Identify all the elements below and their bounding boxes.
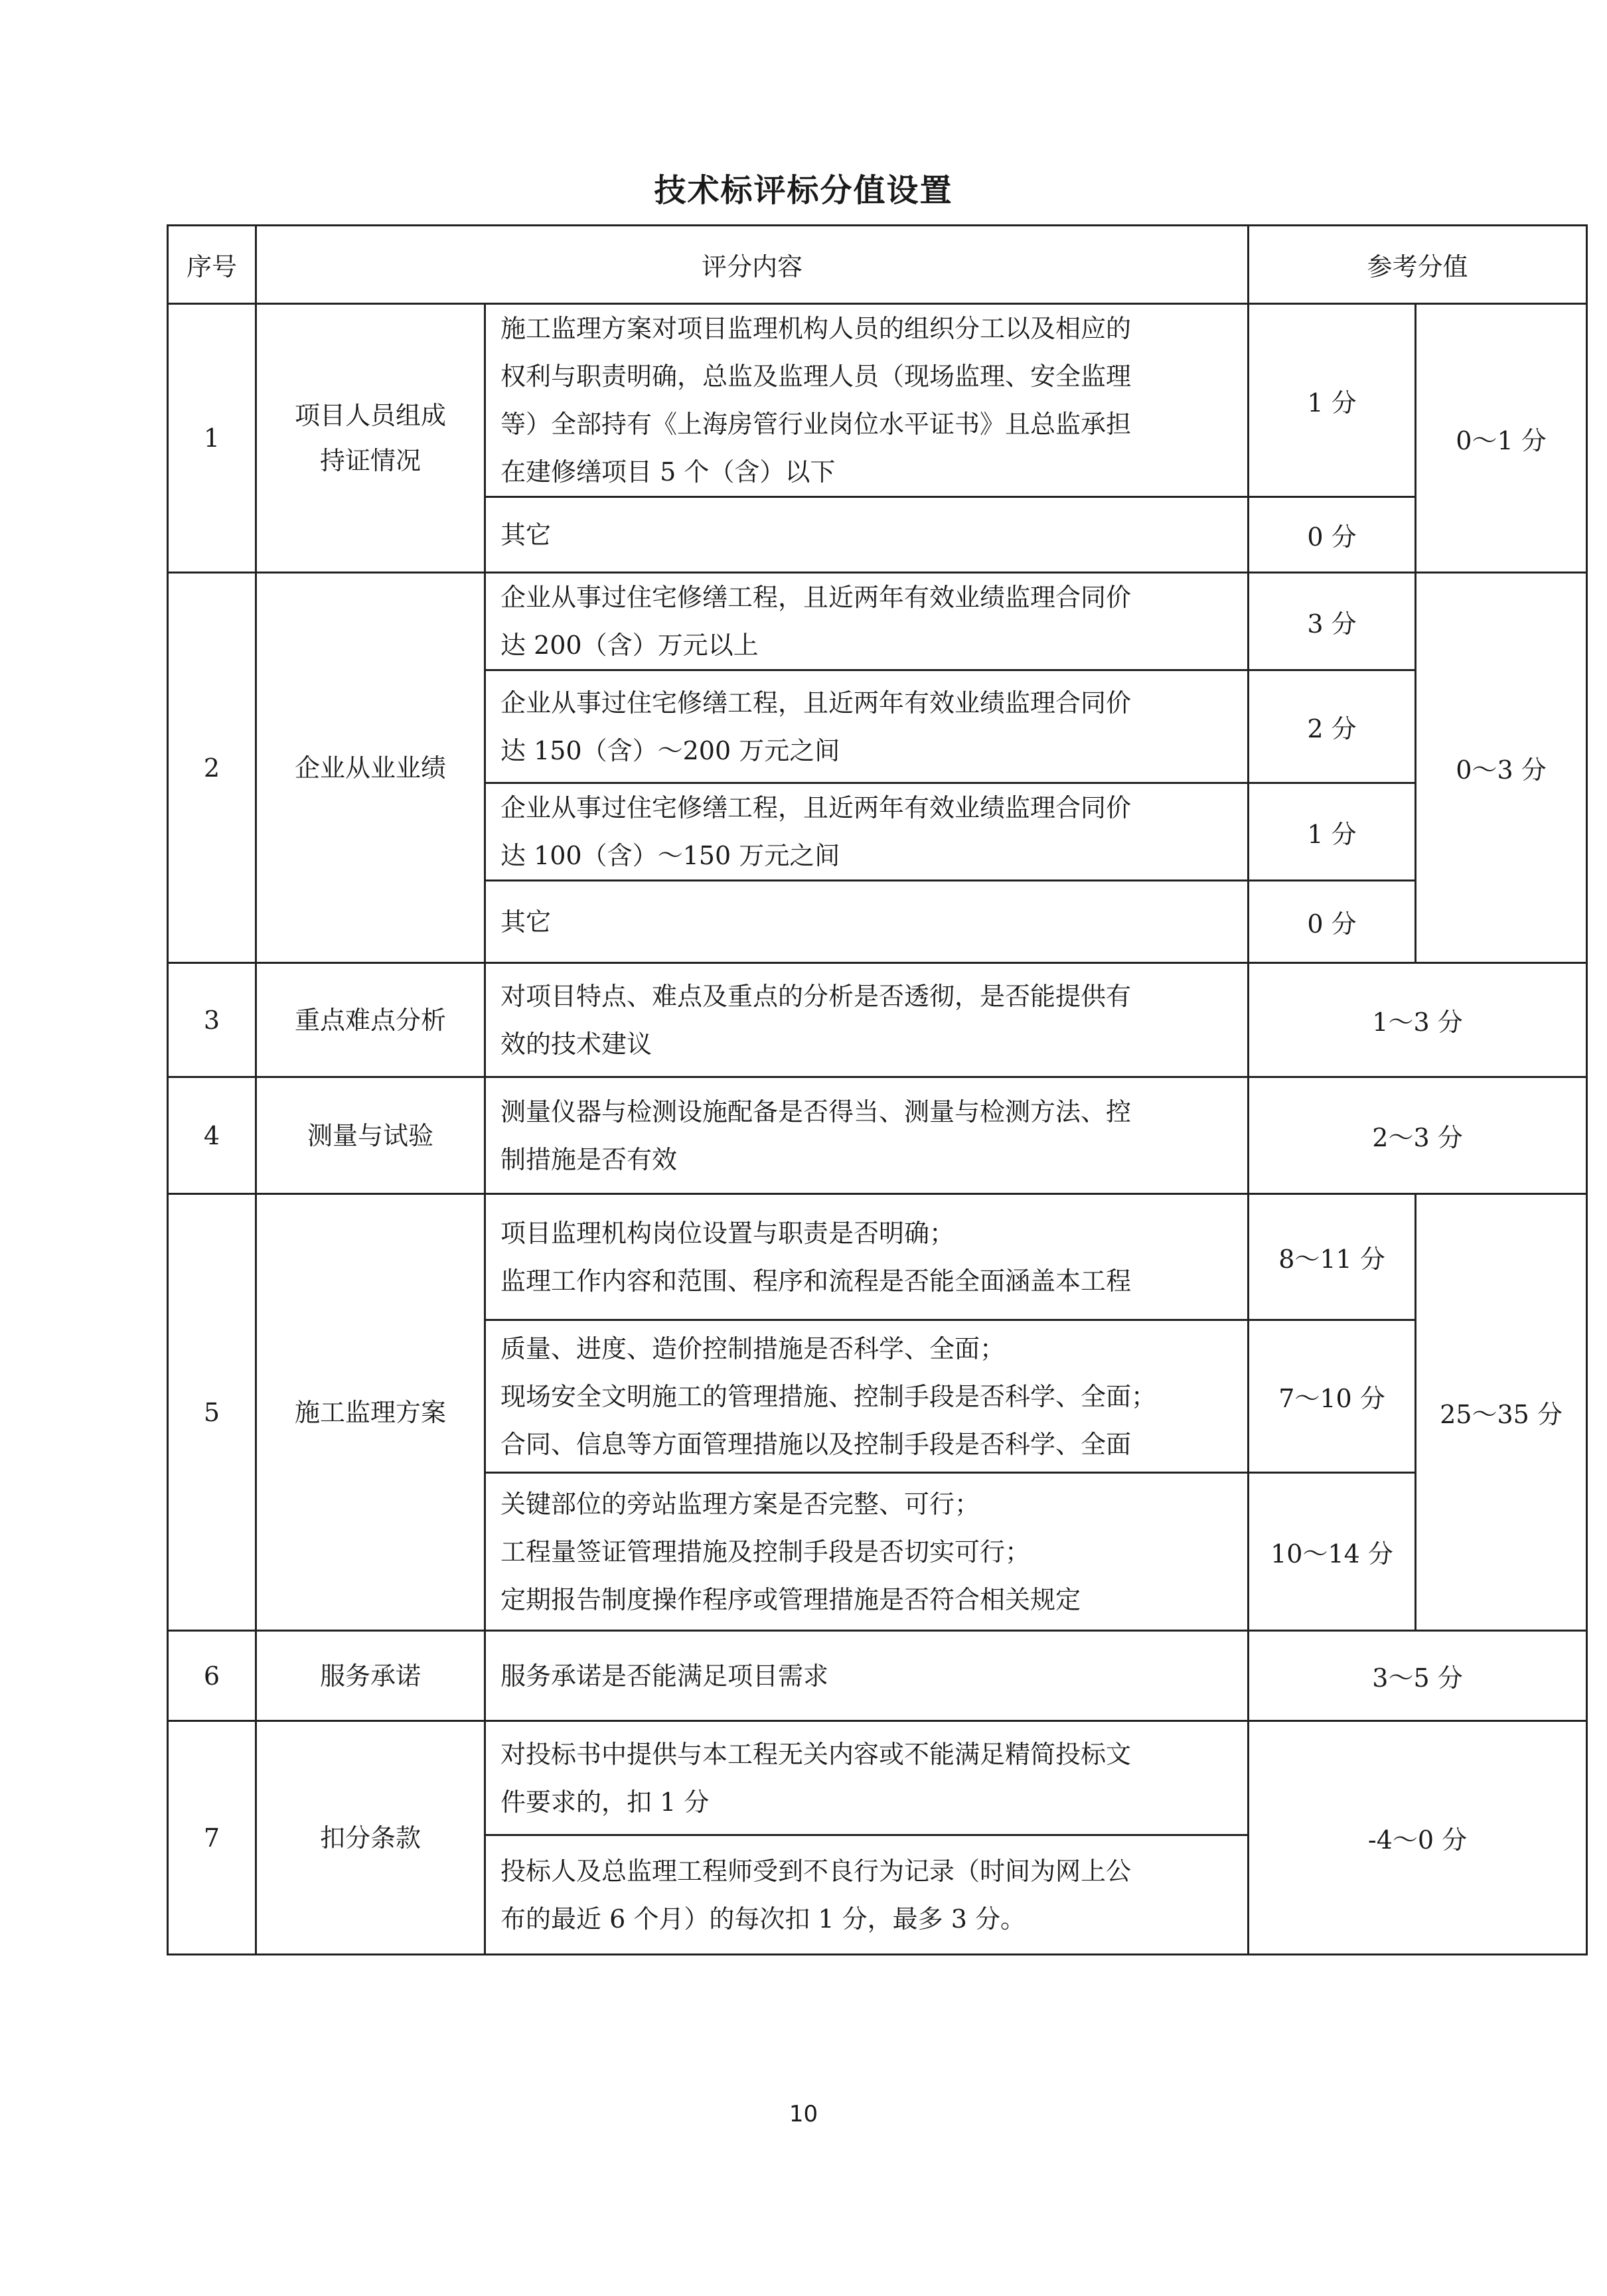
row-number: 4 (168, 1077, 256, 1194)
sub-score: 2 分 (1249, 670, 1416, 783)
score-range: 3～5 分 (1249, 1631, 1587, 1721)
score-range: 0～3 分 (1416, 573, 1587, 963)
sub-score: 0 分 (1249, 881, 1416, 963)
table-row (168, 1077, 1587, 1194)
sub-score: 8～11 分 (1249, 1194, 1416, 1320)
row-number: 3 (168, 963, 256, 1077)
row-number: 6 (168, 1631, 256, 1721)
scoring-table (167, 224, 1588, 1955)
criteria-text: 质量、进度、造价控制措施是否科学、全面； 现场安全文明施工的管理措施、控制手段是否科学、全面； 合同、信息等方面管理措施以及控制手段是否科学、全面 (485, 1320, 1249, 1473)
criteria-text: 测量仪器与检测设施配备是否得当、测量与检测方法、控 制措施是否有效 (485, 1077, 1249, 1194)
criteria-text: 对项目特点、难点及重点的分析是否透彻，是否能提供有 效的技术建议 (485, 963, 1249, 1077)
item-name: 扣分条款 (256, 1721, 485, 1955)
criteria-text: 对投标书中提供与本工程无关内容或不能满足精简投标文 件要求的，扣 1 分 (485, 1721, 1249, 1835)
table-row (168, 963, 1587, 1077)
sub-score: 3 分 (1249, 573, 1416, 670)
score-range: 2～3 分 (1249, 1077, 1587, 1194)
table-row (168, 1721, 1587, 1835)
item-name: 重点难点分析 (256, 963, 485, 1077)
item-name: 测量与试验 (256, 1077, 485, 1194)
sub-score: 10～14 分 (1249, 1473, 1416, 1631)
criteria-text: 企业从事过住宅修缮工程，且近两年有效业绩监理合同价 达 200（含）万元以上 (485, 573, 1249, 670)
criteria-text: 企业从事过住宅修缮工程，且近两年有效业绩监理合同价 达 100（含）～150 万元之间 (485, 783, 1249, 881)
sub-score: 0 分 (1249, 497, 1416, 573)
sub-score: 7～10 分 (1249, 1320, 1416, 1473)
sub-score: 1 分 (1249, 783, 1416, 881)
sub-score: 1 分 (1249, 304, 1416, 497)
score-range: -4～0 分 (1249, 1721, 1587, 1955)
score-range: 1～3 分 (1249, 963, 1587, 1077)
header-score: 参考分值 (1249, 226, 1587, 304)
score-range: 0～1 分 (1416, 304, 1587, 573)
row-number: 7 (168, 1721, 256, 1955)
criteria-text: 施工监理方案对项目监理机构人员的组织分工以及相应的 权利与职责明确，总监及监理人员（现场监理、安全监理 等）全部持有《上海房管行业岗位水平证书》且总监承担 在建修缮项目 5 个（含）以下 (485, 304, 1249, 497)
page-number: 10 (789, 2101, 818, 2127)
criteria-text: 项目监理机构岗位设置与职责是否明确； 监理工作内容和范围、程序和流程是否能全面涵盖本工程 (485, 1194, 1249, 1320)
row-number: 2 (168, 573, 256, 963)
table-row (168, 1631, 1587, 1721)
criteria-text: 服务承诺是否能满足项目需求 (485, 1631, 1249, 1721)
row-number: 1 (168, 304, 256, 573)
criteria-text: 企业从事过住宅修缮工程，且近两年有效业绩监理合同价 达 150（含）～200 万元之间 (485, 670, 1249, 783)
score-range: 25～35 分 (1416, 1194, 1587, 1631)
page-title: 技术标评标分值设置 (654, 172, 953, 209)
item-name: 施工监理方案 (256, 1194, 485, 1631)
table-row (168, 573, 1587, 670)
criteria-text: 其它 (485, 497, 1249, 573)
table-header-row (168, 226, 1587, 304)
table-row (168, 304, 1587, 497)
criteria-text: 关键部位的旁站监理方案是否完整、可行； 工程量签证管理措施及控制手段是否切实可行； 定期报告制度操作程序或管理措施是否符合相关规定 (485, 1473, 1249, 1631)
item-name: 项目人员组成 持证情况 (256, 304, 485, 573)
header-no: 序号 (168, 226, 256, 304)
row-number: 5 (168, 1194, 256, 1631)
table-row (168, 1194, 1587, 1320)
criteria-text: 其它 (485, 881, 1249, 963)
item-name: 服务承诺 (256, 1631, 485, 1721)
item-name: 企业从业业绩 (256, 573, 485, 963)
header-content: 评分内容 (256, 226, 1249, 304)
criteria-text: 投标人及总监理工程师受到不良行为记录（时间为网上公 布的最近 6 个月）的每次扣 1 分，最多 3 分。 (485, 1835, 1249, 1955)
